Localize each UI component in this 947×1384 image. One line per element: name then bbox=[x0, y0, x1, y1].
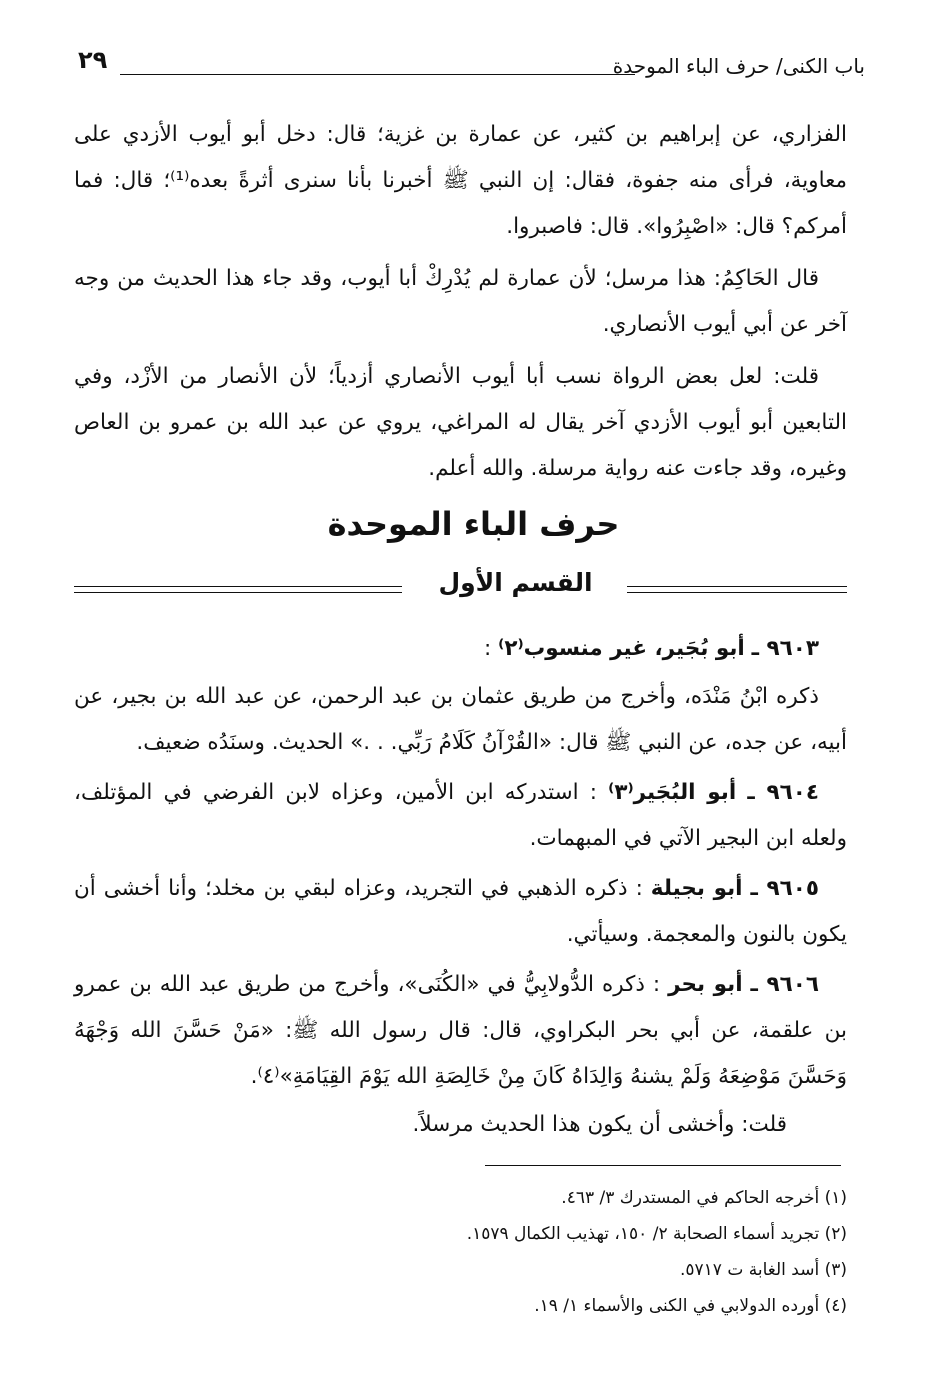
footnotes bbox=[200, 1180, 847, 1324]
entries-block bbox=[74, 626, 847, 1150]
entry-paragraph bbox=[74, 962, 847, 1100]
entry-name: أبو بجيلة bbox=[650, 876, 743, 901]
entry-number: ٩٦٠٣ ـ bbox=[751, 636, 819, 661]
top-text-block bbox=[74, 112, 847, 494]
entry-paragraph bbox=[74, 866, 847, 958]
footnote-separator bbox=[485, 1165, 841, 1166]
entry-heading bbox=[74, 626, 847, 672]
entry-continuation: قلت: وأخشى أن يكون هذا الحديث مرسلاً. bbox=[412, 1112, 787, 1137]
footnote: (١) أخرجه الحاكم في المستدرك ٣/ ٤٦٣. bbox=[561, 1188, 847, 1208]
entry-text: : ذكره الذهبي في التجريد، وعزاه لبقي بن مخلد؛ وأنا أخشى أن يكون بالنون والمعجمة. وسيأتي. bbox=[74, 876, 847, 947]
entry-number: ٩٦٠٤ ـ bbox=[747, 780, 819, 805]
subsection-title: القسم الأول bbox=[438, 568, 593, 597]
footnote: (٣) أسد الغابة ت ٥٧١٧. bbox=[680, 1260, 847, 1280]
entry-paragraph bbox=[74, 770, 847, 862]
entry-text: : bbox=[484, 636, 492, 661]
entry-number: ٩٦٠٥ ـ bbox=[750, 876, 819, 901]
page-header bbox=[70, 46, 865, 86]
page-number: ٢٩ bbox=[78, 46, 108, 74]
paragraph: قلت: لعل بعض الرواة نسب أبا أيوب الأنصاري أزدياً؛ لأن الأنصار من الأزْد، وفي التابعين أبو أيوب الأزدي آخر يقال له المراغي، يروي عن عبد الله بن عمرو بن العاص وغيره، وقد جاءت عنه رواية مرسلة. والله أعلم. bbox=[74, 364, 847, 481]
entry-name: أبو بُجَير، غير منسوب⁽٢⁾ bbox=[498, 636, 745, 661]
running-title: باب الكنى/ حرف الباء الموحدة bbox=[612, 54, 865, 78]
entry-name: أبو بحر bbox=[668, 972, 743, 997]
paragraph: قال الحَاكِمُ: هذا مرسل؛ لأن عمارة لم يُدْرِكْ أبا أيوب، وقد جاء هذا الحديث من وجه آخر عن أبي أيوب الأنصاري. bbox=[74, 266, 847, 337]
footnote: (٢) تجريد أسماء الصحابة ٢/ ١٥٠، تهذيب الكمال ١٥٧٩. bbox=[466, 1224, 847, 1244]
section-title: حرف الباء الموحدة bbox=[327, 505, 620, 543]
entry-number: ٩٦٠٦ ـ bbox=[750, 972, 820, 997]
entry-text: : استدركه ابن الأمين، وعزاه لابن الفرضي في المؤتلف، ولعله ابن البجير الآتي في المبهمات. bbox=[74, 780, 847, 851]
double-rule-left bbox=[74, 586, 402, 593]
paragraph: الفزاري، عن إبراهيم بن كثير، عن عمارة بن غزية؛ قال: دخل أبو أيوب الأزدي على معاوية، فرأى منه جفوة، فقال: إن النبي ﷺ أخبرنا بأنا سنرى أثرةً بعده⁽¹⁾؛ قال: فما أمركم؟ قال: «اصْبِرُوا». قال: فاصبروا. bbox=[74, 122, 848, 239]
entry-text: : ذكره الدُّولابِيُّ في «الكُنَى»، وأخرج من طريق عبد الله بن عمرو بن علقمة، عن أبي بحر البكراوي، قال: قال رسول الله ﷺ: «مَنْ حَسَّنَ الله وَجْهَهُ وَحَسَّنَ مَوْضِعَهُ وَلَمْ يشنهُ وَالِدَاهُ كَانَ مِنْ خَالِصَةِ الله يَوْمَ القِيَامَةِ»⁽٤⁾. bbox=[74, 972, 847, 1089]
header-rule bbox=[120, 74, 635, 75]
footnote: (٤) أورده الدولابي في الكنى والأسماء ١/ ١٩. bbox=[534, 1296, 847, 1316]
subsection-heading bbox=[74, 568, 847, 608]
entry-name: أبو البُجَير⁽٣⁾ bbox=[608, 780, 737, 805]
entry-continuation: ذكره ابْنُ مَنْدَه، وأخرج من طريق عثمان بن عبد الرحمن، عن عبد الله بن بجير، عن أبيه، عن جده، عن النبي ﷺ قال: «القُرْآنُ كَلَامُ رَبِّي. . .» الحديث. وسنَدُه ضعيف. bbox=[74, 684, 847, 755]
double-rule-right bbox=[627, 586, 847, 593]
